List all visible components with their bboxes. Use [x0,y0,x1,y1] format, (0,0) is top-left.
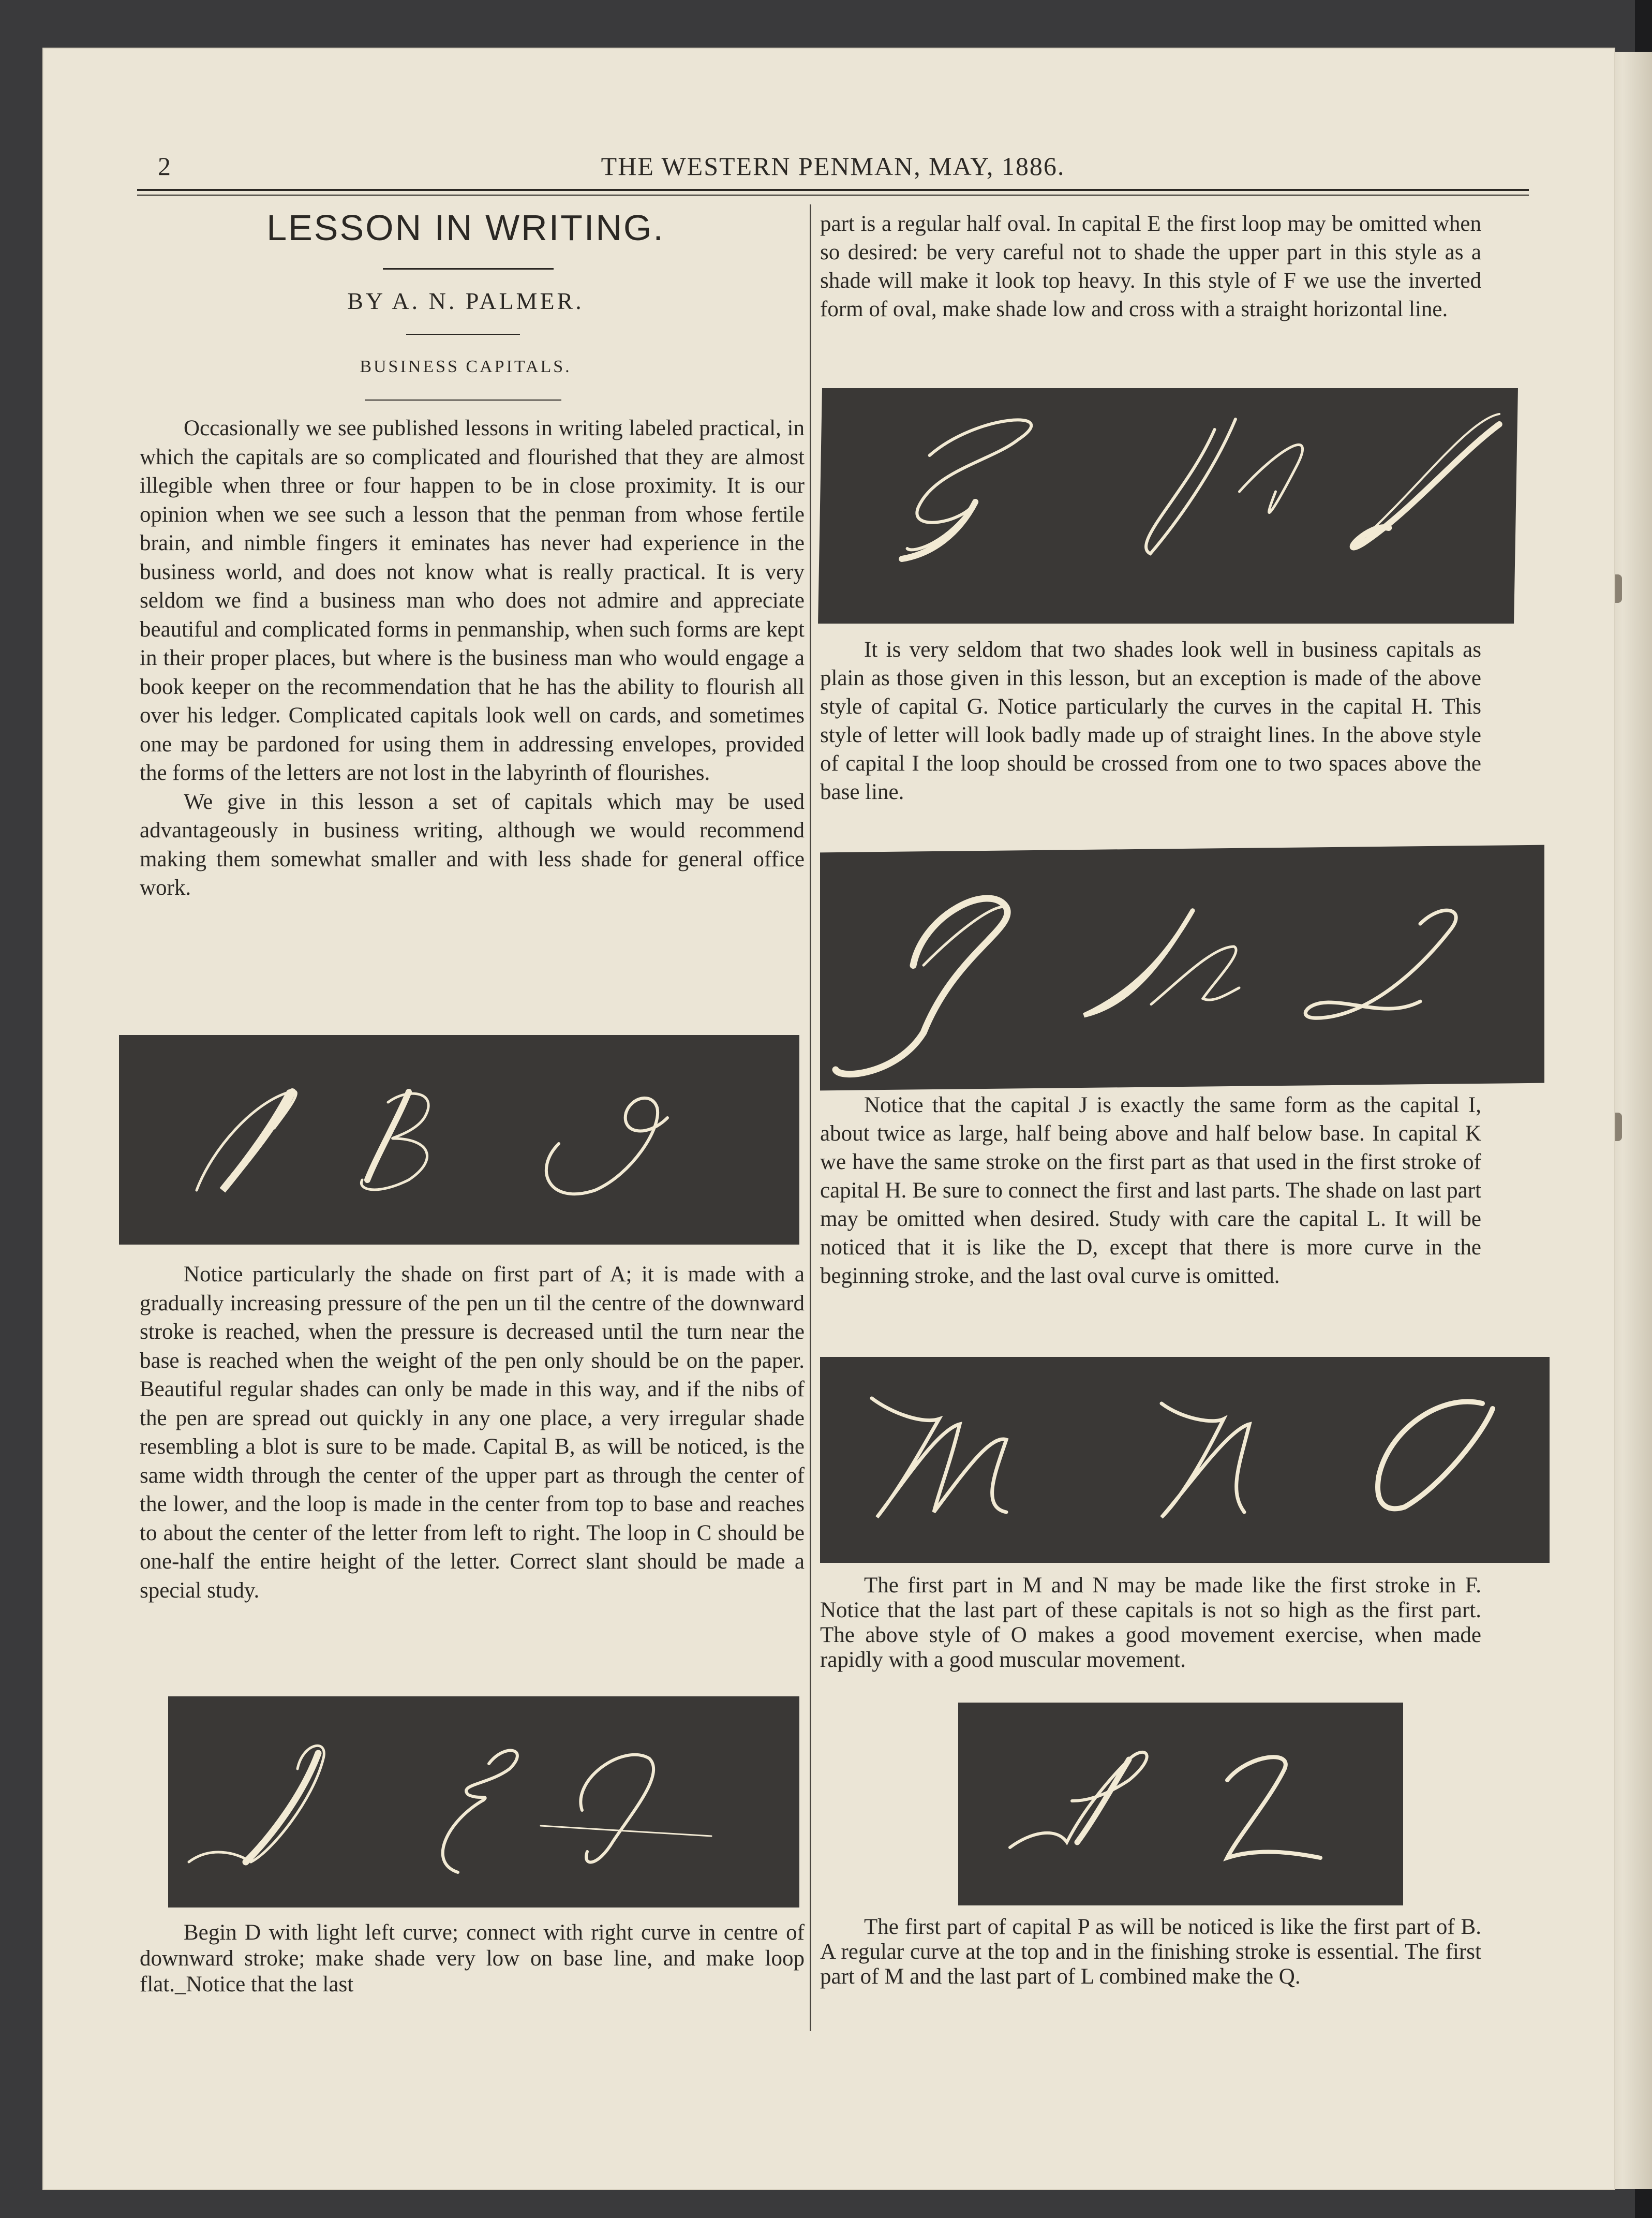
script-capitals-pq-illustration [958,1703,1403,1905]
left-column-middle [140,1260,805,1605]
paragraph: Occasionally we see published lessons in writing labeled practical, in which the capitals are so complicated and flourished that they are almost illegible when three or four happen to be in close proximity. It is our opinion when we see such a lesson that the penman from whose fertile brain, and nimble fingers it eminates has never had experience in the business world, and does not know what is really practical. It is very seldom we find a business man who does not admire and appreciate beautiful and complicated forms in penmanship, when such forms are kept in their proper places, but where is the business man who would engage a book keeper on the recommendation that he has the ability to flourish all over his ledger. Complicated capitals look well on cards, and sometimes one may be pardoned for using them in addressing envelopes, provided the forms of the letters are not lost in the labyrinth of flourishes. [140,416,805,785]
right-column-second [820,635,1481,806]
paragraph: The first part in M and N may be made like the first stroke in F. Notice that the last part of these capitals is not so high as the first part. The above style of O makes a good movement exercise, when made rapidly with a good muscular movement. [820,1573,1481,1672]
article-byline: BY A. N. PALMER. [347,288,584,314]
column-divider [810,204,811,2031]
paragraph: Begin D with light left curve; connect with right curve in centre of downward stroke; make shade very low on base line, and make loop flat._Notice that the last [140,1920,805,1997]
script-capitals-jkl-illustration [820,845,1544,1091]
plate-jkl [820,845,1544,1091]
article-subhead: BUSINESS CAPITALS. [360,357,572,376]
plate-abc [119,1035,799,1245]
plate-mno [820,1357,1550,1563]
plate-pq [958,1703,1403,1905]
paragraph: part is a regular half oval. In capital E the first loop may be omitted when so desired: be very careful not to shade the upper part in this style as a shade will make it look top heavy. In this style of F we use the inverted form of oval, make shade low and cross with a straight horizontal line. [820,212,1481,321]
page-number: 2 [158,152,171,181]
paragraph: Notice particularly the shade on first part of A; it is made with a gradually increasing pressure of the pen un til the centre of the downward stroke is reached, when the pressure is decreased until the turn near the base is reached when the weight of the pen only should be on the paper. Beautiful regular shades can only be made in this way, and if the nibs of the pen are spread out quickly in any one place, a very irregular shade resembling a blot is sure to be made. Capital B, as will be noticed, is the same width through the center of the upper part as through the center of the lower, and the loop is made in the center from top to base and reaches to about the center of the letter from left to right. The loop in C should be one-half the entire height of the letter. Correct slant should be made a special study. [140,1262,805,1603]
script-capitals-ghi-illustration [818,388,1518,624]
left-column-bottom [140,1920,805,1998]
paragraph: The first part of capital P as will be noticed is like the first part of B. A regular curve at the top and in the finishing stroke is essential. The first part of M and the last part of L combined make the Q. [820,1915,1481,1989]
script-capitals-abc-illustration [119,1035,799,1245]
left-column-top [140,414,805,903]
right-column-top [820,210,1481,323]
subhead-rule [365,400,561,401]
right-column-third [820,1091,1481,1290]
header-rule-thin [137,195,1529,196]
right-column-bottom [820,1915,1481,1989]
paragraph: Notice that the capital J is exactly the same form as the capital I, about twice as large, half being above and half below base. In capital K we have the same stroke on the first part as that used in the first stroke of capital H. Be sure to connect the first and last parts. The shade on last part may be omitted when desired. Study with care the capital L. It will be noticed that it is like the D, except that there is more curve in the beginning stroke, and the last oval curve is omitted. [820,1093,1481,1288]
right-column-fourth [820,1573,1481,1673]
paragraph: It is very seldom that two shades look well in business capitals as plain as those given in this lesson, but an exception is made of the above style of capital G. Notice particularly the curves in the capital H. This style of letter will look badly made up of straight lines. In the above style of capital I the loop should be crossed from one to two spaces above the base line. [820,638,1481,804]
page-header [137,151,1529,182]
paragraph: We give in this lesson a set of capitals which may be used advantageously in business writing, although we would recommend making them somewhat smaller and with less shade for general office work. [140,789,805,900]
plate-def [168,1696,799,1908]
byline-rule [406,334,520,335]
article-title: LESSON IN WRITING. [266,208,665,248]
header-rule [137,189,1529,191]
title-rule [383,268,554,270]
plate-ghi [818,388,1518,624]
script-capitals-mno-illustration [820,1357,1550,1563]
running-head: THE WESTERN PENMAN, MAY, 1886. [601,152,1065,181]
script-capitals-def-illustration [168,1696,799,1908]
